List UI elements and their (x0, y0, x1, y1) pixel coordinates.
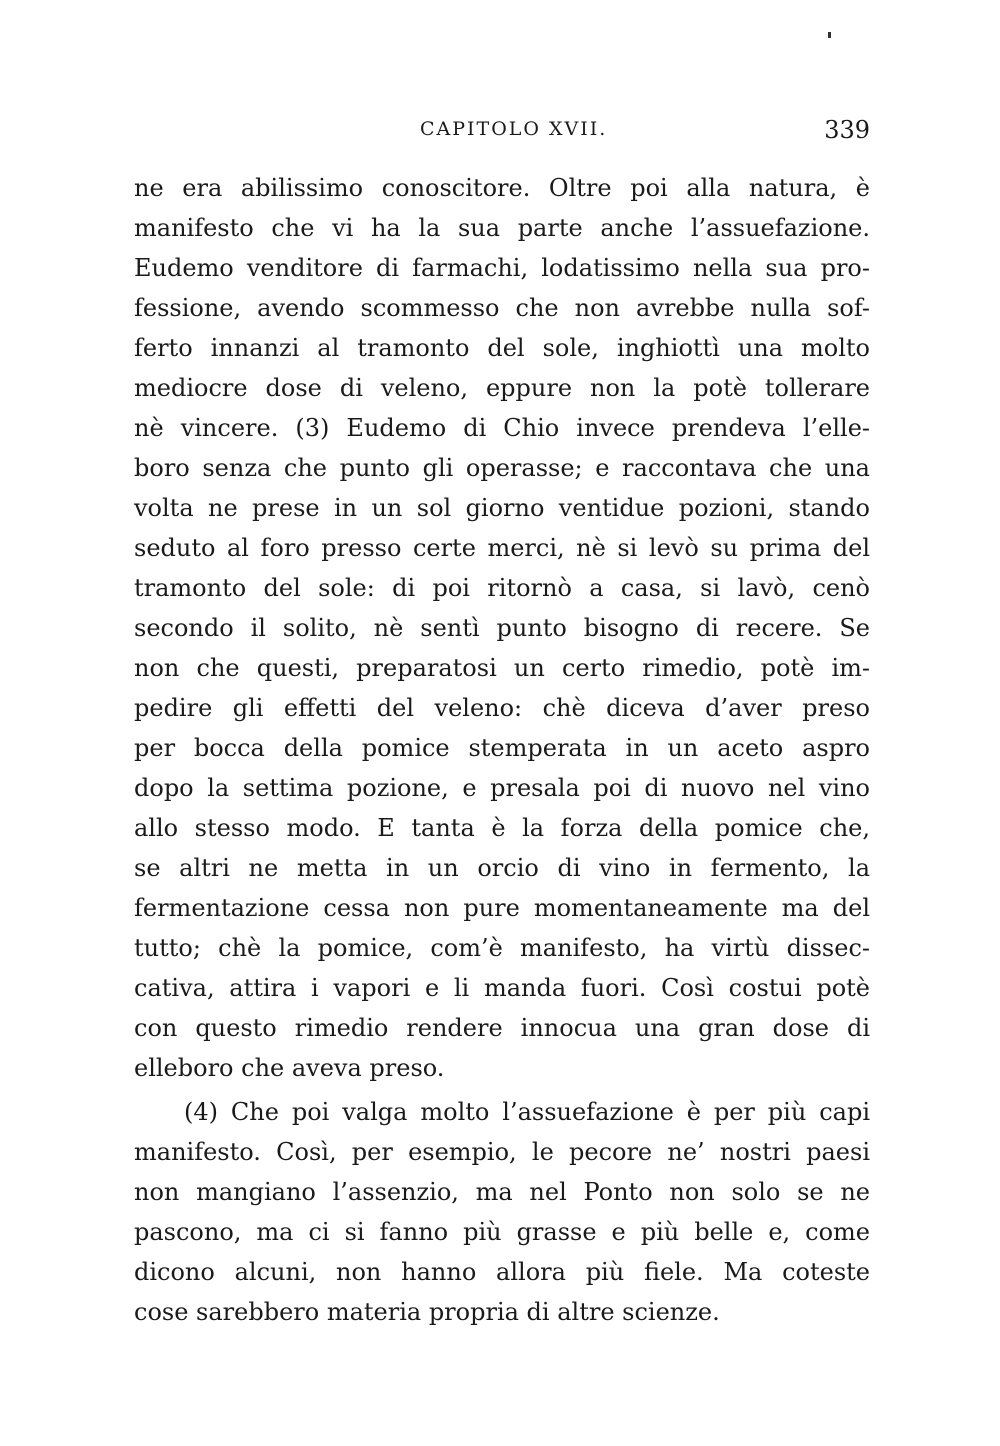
text-line: nè vincere. (3) Eudemo di Chio invece prendeva l’elle- (134, 414, 870, 442)
text-line: manifesto. Così, per esempio, le pecore ne’ nostri paesi (134, 1138, 870, 1166)
text-line: non mangiano l’assenzio, ma nel Ponto non solo se ne (134, 1178, 870, 1206)
text-line: tramonto del sole: di poi ritornò a casa, si lavò, cenò (134, 574, 870, 602)
text-line: pedire gli effetti del veleno: chè diceva d’aver preso (134, 694, 870, 722)
paragraph-2 (134, 1092, 870, 1332)
text-line: dicono alcuni, non hanno allora più fiele. Ma coteste (134, 1258, 870, 1286)
text-line: seduto al foro presso certe merci, nè si levò su prima del (134, 534, 870, 562)
body-text (134, 168, 870, 1332)
text-line: cose sarebbero materia propria di altre scienze. (134, 1298, 720, 1326)
text-line: fermentazione cessa non pure momentaneamente ma del (134, 894, 870, 922)
text-line: (4) Che poi valga molto l’assuefazione è per più capi (184, 1098, 870, 1126)
text-line: fessione, avendo scommesso che non avrebbe nulla sof- (134, 294, 870, 322)
text-line: manifesto che vi ha la sua parte anche l’assuefazione. (134, 214, 870, 242)
text-line: ferto innanzi al tramonto del sole, inghiottì una molto (134, 334, 870, 362)
page-number: 339 (824, 116, 870, 144)
text-line: ne era abilissimo conoscitore. Oltre poi alla natura, è (134, 174, 870, 202)
text-line: elleboro che aveva preso. (134, 1054, 445, 1082)
print-mark (828, 32, 831, 38)
paragraph-1 (134, 168, 870, 1088)
text-line: pascono, ma ci si fanno più grasse e più belle e, come (134, 1218, 870, 1246)
text-line: dopo la settima pozione, e presala poi di nuovo nel vino (134, 774, 870, 802)
text-line: mediocre dose di veleno, eppure non la potè tollerare (134, 374, 870, 402)
text-line: tutto; chè la pomice, com’è manifesto, ha virtù dissec- (134, 934, 870, 962)
text-line: non che questi, preparatosi un certo rimedio, potè im- (134, 654, 870, 682)
text-line: cativa, attira i vapori e li manda fuori. Così costui potè (134, 974, 870, 1002)
text-line: con questo rimedio rendere innocua una gran dose di (134, 1014, 870, 1042)
text-line: secondo il solito, nè sentì punto bisogno di recere. Se (134, 614, 870, 642)
text-line: volta ne prese in un sol giorno ventidue pozioni, stando (134, 494, 870, 522)
text-line: Eudemo venditore di farmachi, lodatissimo nella sua pro- (134, 254, 870, 282)
running-head: CAPITOLO XVII. (420, 118, 608, 140)
text-line: per bocca della pomice stemperata in un aceto aspro (134, 734, 870, 762)
page-header (134, 112, 870, 152)
text-line: boro senza che punto gli operasse; e raccontava che una (134, 454, 870, 482)
text-line: se altri ne metta in un orcio di vino in fermento, la (134, 854, 870, 882)
text-line: allo stesso modo. E tanta è la forza della pomice che, (134, 814, 870, 842)
